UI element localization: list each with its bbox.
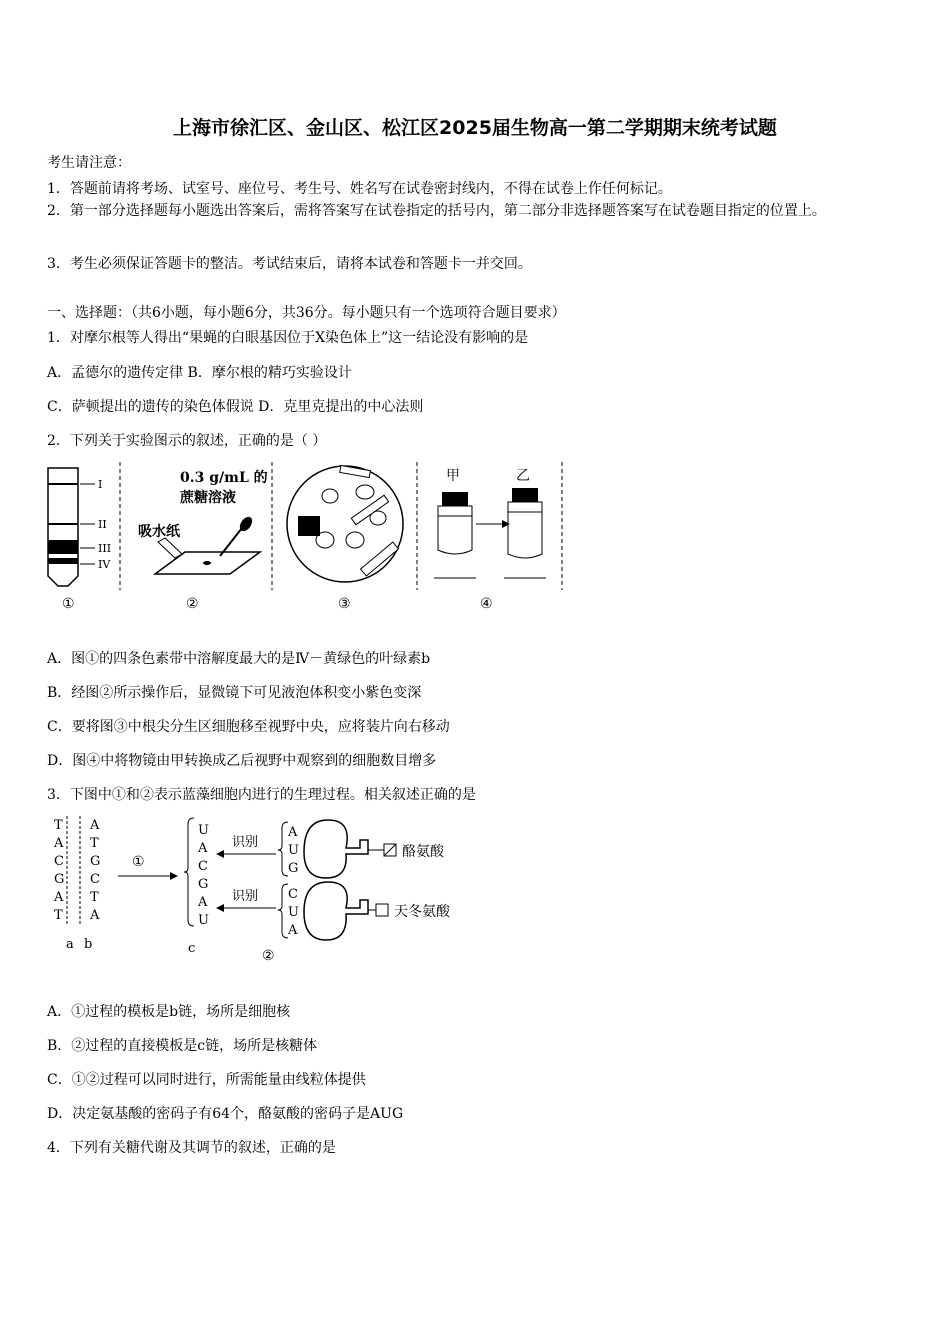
strand-label: a [66, 937, 74, 952]
amino-acid-label: 天冬氨酸 [394, 904, 450, 920]
question-option: C．萨顿提出的遗传的染色体假说 D．克里克提出的中心法则 [47, 399, 424, 415]
base-c: A [198, 841, 208, 856]
question-option: C．要将图③中根尖分生区细胞移至视野中央，应将装片向右移动 [47, 719, 450, 735]
base-a: A [54, 836, 64, 851]
base-c: A [198, 895, 208, 910]
base-a: G [54, 872, 65, 887]
question-stem: 4．下列有关糖代谢及其调节的叙述，正确的是 [47, 1140, 336, 1156]
base-b: C [90, 872, 100, 887]
anticodon: U [288, 905, 299, 920]
panel-label: ② [186, 596, 199, 612]
notice-heading: 考生请注意： [47, 155, 131, 171]
strand-label: b [84, 937, 93, 952]
anticodon: A [288, 923, 298, 938]
band-label: I [98, 478, 103, 491]
question-option: C．①②过程可以同时进行，所需能量由线粒体提供 [47, 1072, 366, 1088]
question-option: D．图④中将物镜由甲转换成乙后视野中观察到的细胞数目增多 [47, 753, 437, 769]
objective-label: 乙 [516, 468, 530, 484]
experiment-figure [40, 458, 570, 618]
paper-label: 吸水纸 [138, 524, 180, 540]
objective-label: 甲 [446, 468, 460, 484]
question-stem: 1．对摩尔根等人得出“果蝇的白眼基因位于X染色体上”这一结论没有影响的是 [47, 330, 529, 346]
notice-item: 2．第一部分选择题每小题选出答案后，需将答案写在试卷指定的括号内，第二部分非选择题答案写在试卷题目指定的位置上。 [47, 203, 826, 219]
band-label: III [98, 542, 112, 555]
base-b: G [90, 854, 101, 869]
panel-label: ④ [480, 596, 493, 612]
base-a: A [54, 890, 64, 905]
process-label: ① [132, 854, 145, 870]
question-stem: 2．下列关于实验图示的叙述，正确的是（ ） [47, 433, 327, 449]
notice-item: 1．答题前请将考场、试室号、座位号、考生号、姓名写在试卷密封线内，不得在试卷上作任何标记。 [47, 181, 672, 197]
chromatography-strip [48, 468, 111, 586]
objective-lenses [434, 468, 546, 578]
base-b: A [90, 908, 100, 923]
anticodon: A [288, 825, 298, 840]
question-option: A．图①的四条色素带中溶解度最大的是Ⅳ－黄绿色的叶绿素b [47, 651, 431, 667]
transcription-figure [48, 812, 478, 972]
question-option: A．孟德尔的遗传定律 B．摩尔根的精巧实验设计 [47, 365, 352, 381]
anticodon: U [288, 843, 299, 858]
base-c: C [198, 859, 208, 874]
amino-acid-box [376, 904, 388, 916]
base-c: G [198, 877, 209, 892]
amino-acid-label: 酪氨酸 [402, 844, 444, 860]
solution-label: 蔗糖溶液 [180, 490, 236, 506]
recognize-label: 识别 [232, 835, 259, 850]
question-option: B．②过程的直接模板是c链，场所是核糖体 [47, 1038, 318, 1054]
question-option: D．决定氨基酸的密码子有64个，酪氨酸的密码子是AUG [47, 1106, 404, 1122]
page-title: 上海市徐汇区、金山区、松江区2025届生物高一第二学期期末统考试题 [173, 117, 777, 139]
strand-label: c [188, 941, 196, 956]
band-label: II [98, 518, 107, 531]
notice-item: 3．考生必须保证答题卡的整洁。考试结束后，请将本试卷和答题卡一并交回。 [47, 256, 532, 272]
base-b: T [90, 890, 99, 905]
question-option: A．①过程的模板是b链，场所是细胞核 [47, 1004, 291, 1020]
anticodon: C [288, 887, 298, 902]
solution-label: 0.3 g/mL 的 [180, 470, 268, 486]
recognize-label: 识别 [232, 889, 259, 904]
band-label: IV [98, 558, 111, 571]
question-option: B．经图②所示操作后，显微镜下可见液泡体积变小紫色变深 [47, 685, 422, 701]
panel-label: ③ [338, 596, 351, 612]
base-a: T [54, 908, 63, 923]
microscope-view [287, 465, 403, 582]
base-b: A [90, 818, 100, 833]
base-a: C [54, 854, 64, 869]
base-c: U [198, 823, 209, 838]
base-b: T [90, 836, 99, 851]
section-heading: 一、选择题：（共6小题，每小题6分，共36分。每小题只有一个选项符合题目要求） [47, 305, 566, 321]
panel-label: ① [62, 596, 75, 612]
base-c: U [198, 913, 209, 928]
question-stem: 3．下图中①和②表示蓝藻细胞内进行的生理过程。相关叙述正确的是 [47, 787, 476, 803]
anticodon: G [288, 861, 299, 876]
base-a: T [54, 818, 63, 833]
process-label: ② [262, 948, 275, 964]
slide-setup [138, 469, 268, 574]
